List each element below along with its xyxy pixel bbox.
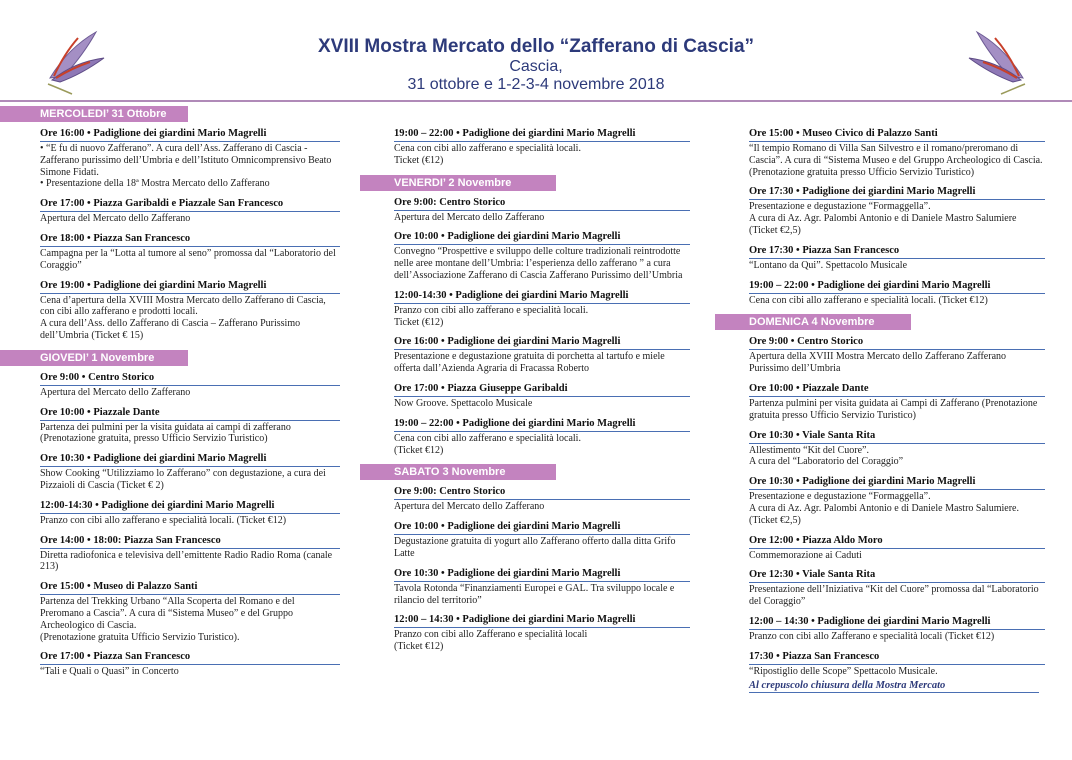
event-item bbox=[749, 430, 1045, 469]
event-description: Now Groove. Spettacolo Musicale bbox=[394, 397, 533, 409]
event-item bbox=[749, 383, 1045, 422]
event-heading: Ore 10:30 • Padiglione dei giardini Mario Magrelli bbox=[749, 476, 1045, 490]
event-description: Degustazione gratuita di yogurt allo Zafferano offerto dalla ditta Grifo Latte bbox=[394, 536, 676, 559]
event-item bbox=[749, 535, 1045, 562]
event-heading: Ore 17:00 • Piazza San Francesco bbox=[40, 651, 340, 665]
event-heading: Ore 12:30 • Viale Santa Rita bbox=[749, 569, 1045, 583]
event-description: Presentazione e degustazione gratuita di porchetta al tartufo e miele offerta dall’Azienda Agraria di Fracassa Roberto bbox=[394, 351, 665, 375]
city-label: Cascia, bbox=[509, 58, 563, 75]
event-heading: 17:30 • Piazza San Francesco bbox=[749, 651, 1045, 665]
event-description: Partenza dei pulmini per la visita guidata ai campi di zafferano (Prenotazione gratuita, presso Ufficio Servizio Turistico) bbox=[40, 421, 291, 445]
event-item bbox=[40, 535, 340, 574]
column-2 bbox=[360, 128, 690, 661]
event-heading: Ore 17:30 • Padiglione dei giardini Mario Magrelli bbox=[749, 186, 1045, 200]
event-description: Tavola Rotonda “Finanziamenti Europei e GAL. Tra sviluppo locale e rilancio del territorio” bbox=[394, 582, 675, 606]
event-item bbox=[749, 569, 1045, 608]
event-description: Apertura del Mercato dello Zafferano bbox=[394, 501, 545, 513]
column-3 bbox=[715, 128, 1045, 693]
day-header-saturday: SABATO 3 Novembre bbox=[360, 464, 556, 480]
event-description: Pranzo con cibi allo zafferano e specialità locali. (Ticket €12) bbox=[40, 514, 287, 526]
event-item bbox=[394, 486, 690, 513]
event-description: • “E fu di nuovo Zafferano”. A cura dell’Ass. Zafferano di Cascia - Zafferano purissimo dell’Umbria e dell’Istituto Omnicomprensivo Beato Simone Fidati. • Presentazione della 18ª Mostra Mercato dello Zafferano bbox=[40, 143, 332, 190]
event-heading: 12:00-14:30 • Padiglione dei giardini Mario Magrelli bbox=[394, 290, 690, 304]
event-item bbox=[394, 231, 690, 281]
event-heading: 12:00 – 14:30 • Padiglione dei giardini Mario Magrelli bbox=[749, 616, 1045, 630]
event-description: Apertura della XVIII Mostra Mercato dello Zafferano Zafferano Purissimo dell’Umbria bbox=[749, 351, 1007, 375]
event-item bbox=[749, 280, 1045, 307]
event-heading: Ore 16:00 • Padiglione dei giardini Mario Magrelli bbox=[40, 128, 340, 142]
event-description: Pranzo con cibi allo zafferano e specialità locali. Ticket (€12) bbox=[394, 304, 589, 328]
event-heading: Ore 10:00 • Piazzale Dante bbox=[40, 407, 340, 421]
event-description: Show Cooking “Utilizziamo lo Zafferano” con degustazione, a cura dei Pizzaioli di Cascia (Ticket € 2) bbox=[40, 468, 326, 491]
header-divider bbox=[0, 100, 1072, 102]
event-heading: Ore 17:00 • Piazza Garibaldi e Piazzale San Francesco bbox=[40, 198, 340, 212]
event-heading: Ore 10:00 • Piazzale Dante bbox=[749, 383, 1045, 397]
event-heading: Ore 17:30 • Piazza San Francesco bbox=[749, 245, 1045, 259]
event-heading: Ore 9:00 • Centro Storico bbox=[40, 372, 340, 386]
event-item bbox=[40, 128, 340, 190]
event-item bbox=[40, 453, 340, 492]
event-heading: Ore 9:00: Centro Storico bbox=[394, 197, 690, 211]
event-heading: Ore 19:00 • Padiglione dei giardini Mario Magrelli bbox=[40, 280, 340, 294]
event-heading: 12:00 – 14:30 • Padiglione dei giardini Mario Magrelli bbox=[394, 614, 690, 628]
event-heading: 19:00 – 22:00 • Padiglione dei giardini Mario Magrelli bbox=[394, 418, 690, 432]
event-item bbox=[749, 245, 1045, 272]
event-heading: Ore 10:00 • Padiglione dei giardini Mario Magrelli bbox=[394, 521, 690, 535]
event-item bbox=[40, 581, 340, 643]
event-item bbox=[40, 500, 340, 527]
event-item bbox=[394, 290, 690, 329]
event-description: Convegno “Prospettive e sviluppo delle colture tradizionali reintrodotte nelle aree montane dell’Umbria: l’esperienza dello zafferano ” a cura dell’Associazione Zafferano di Cascia Zafferano Purissimo dell’Umbria bbox=[394, 246, 683, 281]
event-heading: Ore 10:30 • Padiglione dei giardini Mario Magrelli bbox=[40, 453, 340, 467]
event-item bbox=[394, 521, 690, 560]
event-description: Pranzo con cibi allo Zafferano e specialità locali (Ticket €12) bbox=[749, 630, 995, 642]
event-item bbox=[40, 407, 340, 446]
event-heading: Ore 9:00 • Centro Storico bbox=[749, 336, 1045, 350]
event-heading: Ore 16:00 • Padiglione dei giardini Mario Magrelli bbox=[394, 336, 690, 350]
event-description: Apertura del Mercato dello Zafferano bbox=[40, 386, 191, 398]
event-description: Campagna per la “Lotta al tumore al seno” promossa dal “Laboratorio del Coraggio” bbox=[40, 247, 336, 271]
event-description: Presentazione e degustazione “Formaggella”. A cura di Az. Agr. Palombi Antonio e di Daniele Mastro Salumiere (Ticket €2,5) bbox=[749, 201, 1017, 236]
column-1 bbox=[0, 104, 340, 686]
event-description: Presentazione e degustazione “Formaggella”. A cura di Az. Agr. Palombi Antonio e di Daniele Mastro Salumiere. (Ticket €2,5) bbox=[749, 491, 1019, 526]
event-item bbox=[394, 383, 690, 410]
event-item bbox=[40, 651, 340, 678]
event-heading: Ore 10:00 • Padiglione dei giardini Mario Magrelli bbox=[394, 231, 690, 245]
event-description: Presentazione dell’Iniziativa “Kit del Cuore” promossa dal “Laboratorio del Coraggio” bbox=[749, 584, 1039, 608]
event-description: Commemorazione ai Caduti bbox=[749, 549, 862, 561]
day-header-sunday: DOMENICA 4 Novembre bbox=[715, 314, 911, 330]
event-description: Apertura del Mercato dello Zafferano bbox=[40, 213, 191, 225]
event-description: Diretta radiofonica e televisiva dell’emittente Radio Radio Roma (canale 213) bbox=[40, 549, 333, 573]
date-range: 31 ottobre e 1-2-3-4 novembre 2018 bbox=[407, 76, 665, 93]
event-item bbox=[394, 197, 690, 224]
event-heading: 19:00 – 22:00 • Padiglione dei giardini Mario Magrelli bbox=[749, 280, 1045, 294]
event-description: “Il tempio Romano di Villa San Silvestro e il romano/preromano di Cascia”. A cura di “Sistema Museo e del Gruppo Archeologico di Cascia. (Prenotazione gratuita presso Ufficio Servizio Turistico) bbox=[749, 143, 1043, 178]
page-subtitle bbox=[0, 58, 1072, 94]
event-heading: 19:00 – 22:00 • Padiglione dei giardini Mario Magrelli bbox=[394, 128, 690, 142]
event-heading: Ore 12:00 • Piazza Aldo Moro bbox=[749, 535, 1045, 549]
event-item bbox=[394, 568, 690, 607]
event-heading: Ore 15:00 • Museo Civico di Palazzo Santi bbox=[749, 128, 1045, 142]
event-item bbox=[394, 418, 690, 457]
event-heading: 12:00-14:30 • Padiglione dei giardini Mario Magrelli bbox=[40, 500, 340, 514]
event-item bbox=[749, 186, 1045, 236]
event-heading: Ore 10:30 • Viale Santa Rita bbox=[749, 430, 1045, 444]
event-description: “Tali e Quali o Quasi” in Concerto bbox=[40, 666, 179, 678]
event-item bbox=[40, 372, 340, 399]
event-heading: Ore 9:00: Centro Storico bbox=[394, 486, 690, 500]
closing-note: Al crepuscolo chiusura della Mostra Mercato bbox=[749, 680, 1039, 693]
event-item bbox=[749, 651, 1045, 678]
event-item bbox=[749, 336, 1045, 375]
event-description: “Ripostiglio delle Scope” Spettacolo Musicale. bbox=[749, 665, 938, 677]
page-title: XVIII Mostra Mercato dello “Zafferano di Cascia” bbox=[317, 36, 755, 57]
day-header-friday: VENERDI’ 2 Novembre bbox=[360, 175, 556, 191]
event-item bbox=[749, 476, 1045, 526]
event-description: Cena con cibi allo zafferano e specialità locali. Ticket (€12) bbox=[394, 143, 581, 166]
event-description: Cena con cibi allo zafferano e specialità locali. (Ticket €12) bbox=[394, 432, 581, 456]
page-header bbox=[0, 0, 1072, 100]
event-description: Apertura del Mercato dello Zafferano bbox=[394, 211, 545, 223]
event-heading: Ore 10:30 • Padiglione dei giardini Mario Magrelli bbox=[394, 568, 690, 582]
event-description: “Lontano da Qui”. Spettacolo Musicale bbox=[749, 259, 908, 271]
event-item bbox=[40, 280, 340, 342]
event-heading: Ore 15:00 • Museo di Palazzo Santi bbox=[40, 581, 340, 595]
event-heading: Ore 18:00 • Piazza San Francesco bbox=[40, 233, 340, 247]
day-header-wednesday: MERCOLEDI’ 31 Ottobre bbox=[0, 106, 188, 122]
event-heading: Ore 17:00 • Piazza Giuseppe Garibaldi bbox=[394, 383, 690, 397]
event-item bbox=[394, 128, 690, 167]
event-description: Partenza pulmini per visita guidata ai Campi di Zafferano (Prenotazione gratuita presso Ufficio Servizio Turistico) bbox=[749, 397, 1038, 421]
event-description: Cena con cibi allo zafferano e specialità locali. (Ticket €12) bbox=[749, 294, 988, 306]
event-description: Partenza del Trekking Urbano “Alla Scoperta del Romano e del Preromano a Cascia”. A cura di “Sistema Museo” e del Gruppo Archeologico di Cascia. (Prenotazione gratuita Ufficio Servizio Turistico). bbox=[40, 596, 295, 643]
event-description: Cena d’apertura della XVIII Mostra Mercato dello Zafferano di Cascia, con cibi allo zafferano e prodotti locali. A cura dell’Ass. dello Zafferano di Cascia – Zafferano Purissimo dell’Umbria (Ticket € 15) bbox=[40, 294, 326, 341]
event-item bbox=[394, 614, 690, 653]
event-item bbox=[40, 198, 340, 225]
event-heading: Ore 14:00 • 18:00: Piazza San Francesco bbox=[40, 535, 340, 549]
event-item bbox=[40, 233, 340, 272]
event-description: Allestimento “Kit del Cuore”. A cura del “Laboratorio del Coraggio” bbox=[749, 444, 904, 468]
event-item bbox=[749, 616, 1045, 643]
day-header-thursday: GIOVEDI’ 1 Novembre bbox=[0, 350, 188, 366]
event-item bbox=[749, 128, 1045, 178]
event-description: Pranzo con cibi allo Zafferano e specialità locali (Ticket €12) bbox=[394, 629, 588, 653]
event-item bbox=[394, 336, 690, 375]
